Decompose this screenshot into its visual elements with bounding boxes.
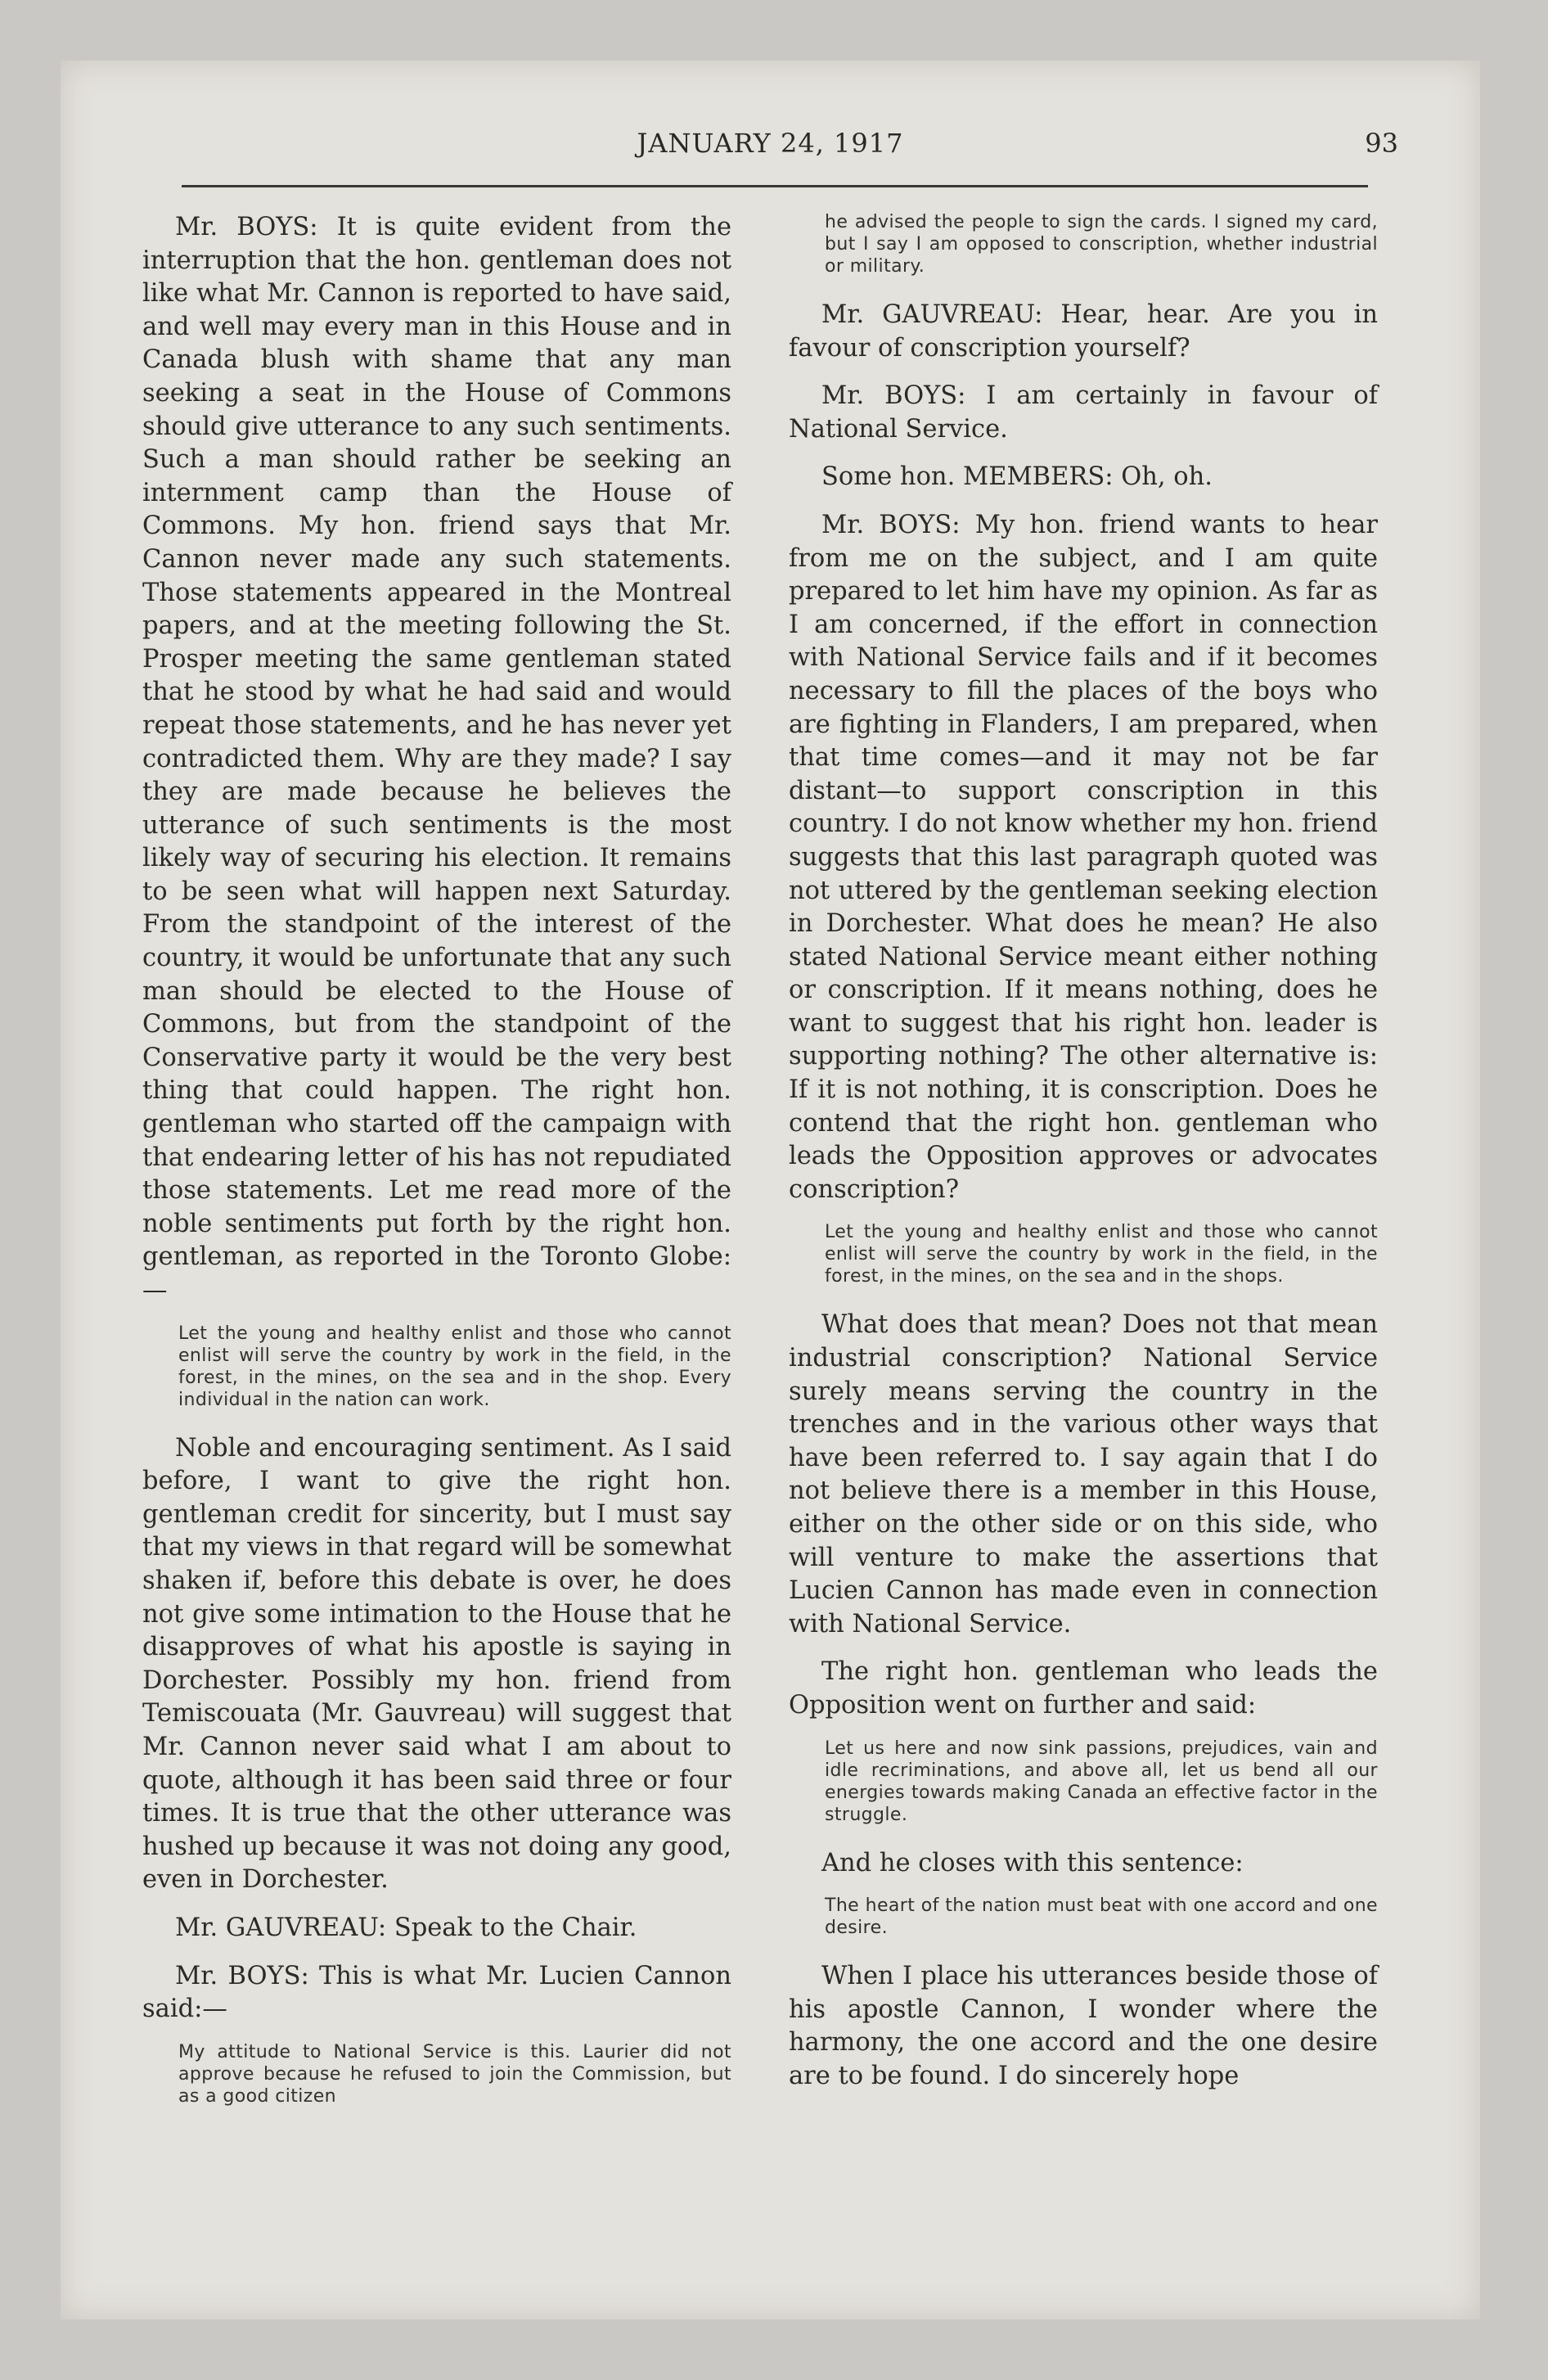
paragraph: Some hon. MEMBERS: Oh, oh. — [821, 462, 1213, 492]
paragraph: And he closes with this sentence: — [821, 1848, 1244, 1877]
paragraph: What does that mean? Does not that mean industrial conscription? National Service surely means serving the country in the trenches and in the various other ways that have been referred to. I say again that I do not believe there is a member in this House, either on the other side or on this side, who will venture to make the assertions that Lucien Cannon has made even in connection with National Service. — [789, 1310, 1378, 1639]
paragraph: Mr. BOYS: I am certainly in favour of National Service. — [789, 381, 1378, 444]
left-column — [142, 211, 731, 2129]
paragraph: Noble and encouraging sentiment. As I said before, I want to give the right hon. gentleman credit for sincerity, but I must say that my views in that regard will be somewhat shaken if, before this debate is over, he does not give some intimation to the House that he disapproves of what his apostle is saying in Dorchester. Possibly my hon. friend from Temiscouata (Mr. Gauvreau) will suggest that Mr. Cannon never said what I am about to quote, although it has been said three or four times. It is true that the other utterance was hushed up because it was not doing any good, even in Dorchester. — [142, 1433, 731, 1895]
block-quote: Let the young and healthy enlist and those who cannot enlist will serve the country by work in the field, in the forest, in the mines, on the sea and in the shop. Every individual in the nation can work. — [178, 1323, 731, 1410]
block-quote: he advised the people to sign the cards. I signed my card, but I say I am opposed to conscription, whether industrial or military. — [825, 212, 1378, 277]
paragraph: Mr. BOYS: My hon. friend wants to hear from me on the subject, and I am quite prepared to let him have my opinion. As far as I am concerned, if the effort in connection with National Service fails and if it becomes necessary to fill the places of the boys who are fighting in Flanders, I am prepared, when that time comes—and it may not be far distant—to support conscription in this country. I do not know whether my hon. friend suggests that this last paragraph quoted was not uttered by the gentleman seeking election in Dorchester. What does he mean? He also stated National Service meant either nothing or conscription. If it means nothing, does he want to suggest that his right hon. leader is supporting nothing? The other alternative is: If it is not nothing, it is conscription. Does he contend that the right hon. gentleman who leads the Opposition approves or advocates conscription? — [789, 510, 1378, 1204]
paragraph: When I place his utterances beside those of his apostle Cannon, I wonder where the harmony, the one accord and the one desire are to be found. I do sincerely hope — [789, 1962, 1378, 2090]
header-rule — [182, 185, 1368, 187]
paragraph: Mr. BOYS: It is quite evident from the interruption that the hon. gentleman does not like what Mr. Cannon is reported to have said, and well may every man in this House and in Canada blush with shame that any man seeking a seat in the House of Commons should give utterance to any such sentiments. Such a man should rather be seeking an internment camp than the House of Commons. My hon. friend says that Mr. Cannon never made any such statements. Those statements appeared in the Montreal papers, and at the meeting following the St. Prosper meeting the same gentleman stated that he stood by what he had said and would repeat those statements, and he has never yet contradicted them. Why are they made? I say they are made because he believes the utterance of such sentiments is the most likely way of securing his election. It remains to be seen what will happen next Saturday. From the standpoint of the interest of the country, it would be unfortunate that any such man should be elected to the House of Commons, but from the standpoint of the Conservative party it would be the very best thing that could happen. The right hon. gentleman who started off the campaign with that endearing letter of his has not repudiated those statements. Let me read more of the noble sentiments put forth by the right hon. gentleman, as reported in the Toronto Globe:— — [142, 213, 731, 1305]
paragraph: Mr. GAUVREAU: Hear, hear. Are you in favour of conscription yourself? — [789, 300, 1378, 363]
header-date: JANUARY 24, 1917 — [637, 128, 904, 159]
block-quote: The heart of the nation must beat with one accord and one desire. — [825, 1895, 1378, 1939]
paragraph: The right hon. gentleman who leads the Opposition went on further and said: — [789, 1657, 1378, 1720]
document-page — [61, 61, 1480, 2319]
paragraph: Mr. BOYS: This is what Mr. Lucien Cannon said:— — [142, 1961, 731, 2024]
block-quote: Let the young and healthy enlist and those who cannot enlist will serve the country by work in the field, in the forest, in the mines, on the sea and in the shops. — [825, 1222, 1378, 1287]
page-header — [61, 128, 1480, 177]
right-column — [789, 211, 1378, 2108]
paragraph: Mr. GAUVREAU: Speak to the Chair. — [175, 1913, 637, 1942]
page-number: 93 — [1365, 128, 1398, 159]
block-quote: My attitude to National Service is this. Laurier did not approve because he refused to join the Commission, but as a good citizen — [178, 2041, 731, 2107]
block-quote: Let us here and now sink passions, prejudices, vain and idle recriminations, and above all, let us bend all our energies towards making Canada an effective factor in the struggle. — [825, 1738, 1378, 1825]
